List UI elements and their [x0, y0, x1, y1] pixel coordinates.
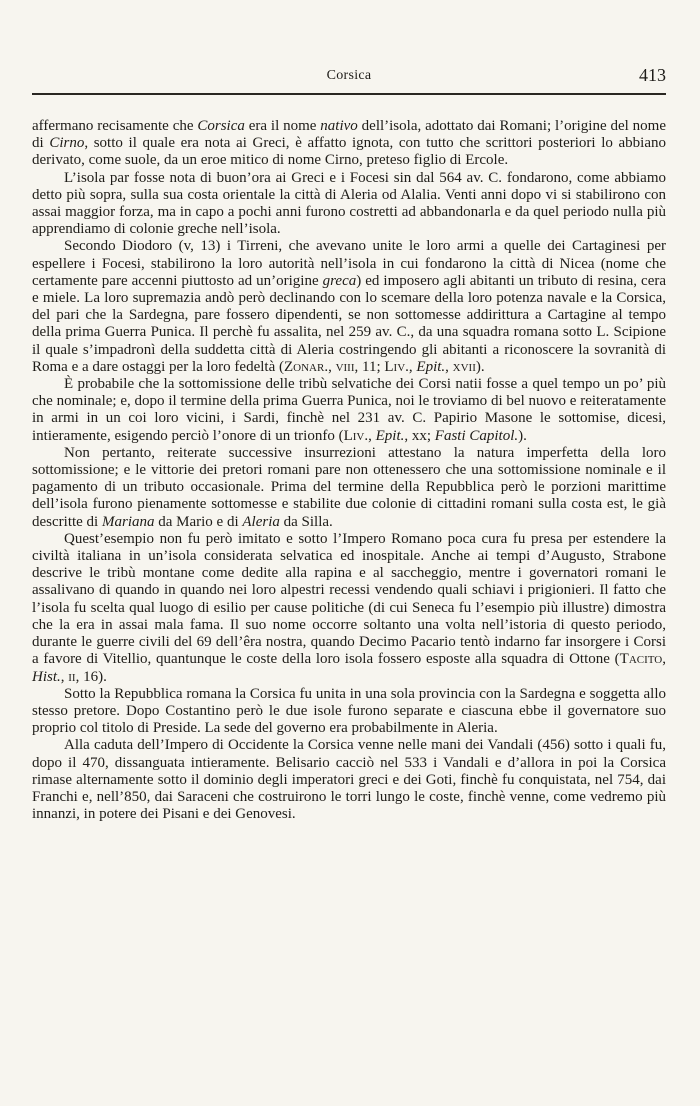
paragraph: Sotto la Repubblica romana la Corsica fu unita in una sola provincia con la Sardegna e soggetta allo stesso pretore. Dopo Costantino però le due isole furono separate e ciascuna ebbe il governatore suo proprio col titolo di Preside. La sede del governo era probabilmente in Aleria.	[32, 685, 666, 737]
paragraph: affermano recisamente che Corsica era il nome nativo dell’isola, adottato dai Romani; l’origine del nome di Cirno, sotto il quale era nota ai Greci, è affatto ignota, con tutto che scrittori posteriori lo abbiano derivato, come suole, da un eroe mitico di nome Cirno, preteso figlio di Ercole.	[32, 118, 666, 169]
body-text	[32, 118, 666, 823]
paragraph: È probabile che la sottomissione delle tribù selvatiche dei Corsi natii fosse a quel tempo un po’ più che nominale; e, dopo il termine della prima Guerra Punica, noi le troviamo di bel nuovo e reiteratamente in armi in un coi loro vicini, i Sardi, finchè nel 231 av. C. Papirio Masone le sottomise, dicesi, intieramente, esigendo perciò l’onore di un trionfo (Liv., Epit., xx; Fasti Capitol.).	[32, 376, 666, 444]
paragraph: Quest’esempio non fu però imitato e sotto l’Impero Romano poca cura fu presa per estendere la civiltà italiana in un’isola considerata selvatica ed inospitale. Anche ai tempi d’Augusto, Strabone descrive le tribù montane come dedite alla rapina e al saccheggio, mentre i governatori romani le assalivano di quando in quando nei loro alpestri recessi vendendo quali schiavi i prigionieri. Il fatto che l’isola fu scelta qual luogo di esilio per cause politiche (di cui Seneca fu l’esempio più illustre) dimostra che la era in assai mala fama. Il suo nome occorre soltanto una volta nell’istoria di questo periodo, durante le guerre civili del 69 dell’êra nostra, quando Decimo Pacario tentò indarno far insorgere i Corsi a favore di Vitellio, quantunque le coste della loro isola fossero esposte alla squadra di Ottone (Tacito, Hist., ii, 16).	[32, 530, 666, 685]
header-rule	[32, 93, 666, 95]
paragraph: Alla caduta dell’Impero di Occidente la Corsica venne nelle mani dei Vandali (456) sotto i quali fu, dopo il 470, dissanguata intieramente. Belisario cacciò nel 533 i Vandali e d’allora in poi la Corsica rimase alternamente sotto il dominio degli imperatori greci e dei Goti, finchè fu conquistata, nel 754, dai Franchi e, nell’850, dai Saraceni che costruirono le torri lungo le coste, finchè venne, come vedremo più innanzi, in potere dei Pisani e dei Genovesi.	[32, 737, 666, 823]
paragraph: Secondo Diodoro (v, 13) i Tirreni, che avevano unite le loro armi a quelle dei Cartaginesi per espellere i Focesi, stabilirono la loro autorità nell’isola in cui fondarono la città di Nicea (nome che certamente pare accenni piuttosto ad un’origine greca) ed imposero agli abitanti un tributo di resina, cera e miele. La loro supremazia andò però declinando con lo scemare della loro potenza navale e la Corsica, del pari che la Sardegna, pare fossero dipendenti, se non sottomesse addirittura a Cartagine al tempo della prima Guerra Punica. Il perchè fu assalita, nel 259 av. C., da una squadra romana sotto L. Scipione il quale s’impadronì della suddetta città di Aleria costringendo gli abitanti a riconoscere la sovranità di Roma e a dare ostaggi per la loro fedeltà (Zonar., viii, 11; Liv., Epit., xvii).	[32, 238, 667, 375]
paragraph: Non pertanto, reiterate successive insurrezioni attestano la natura imperfetta della loro sottomissione; e le vittorie dei pretori romani pare non ottenessero che una sottomissione nominale e il pagamento di un tributo occasionale. Prima del termine della Repubblica però le porzioni marittime dell’isola furono pienamente sottomesse e stabilite due colonie di cittadini romani sulla costa est, le già descritte di Mariana da Mario e di Aleria da Silla.	[32, 444, 666, 530]
paragraph: L’isola par fosse nota di buon’ora ai Greci e i Focesi sin dal 564 av. C. fondarono, come abbiamo detto più sopra, sulla sua costa orientale la città di Aleria od Alalia. Venti anni dopo vi si stabilirono con assai maggior forza, ma in capo a pochi anni furono costretti ad abbandonarla e da quel periodo nulla più apprendiamo di colonie greche nell’isola.	[32, 169, 666, 238]
page-number: 413	[639, 65, 666, 85]
running-title: Corsica	[326, 68, 372, 83]
running-header	[32, 65, 666, 92]
